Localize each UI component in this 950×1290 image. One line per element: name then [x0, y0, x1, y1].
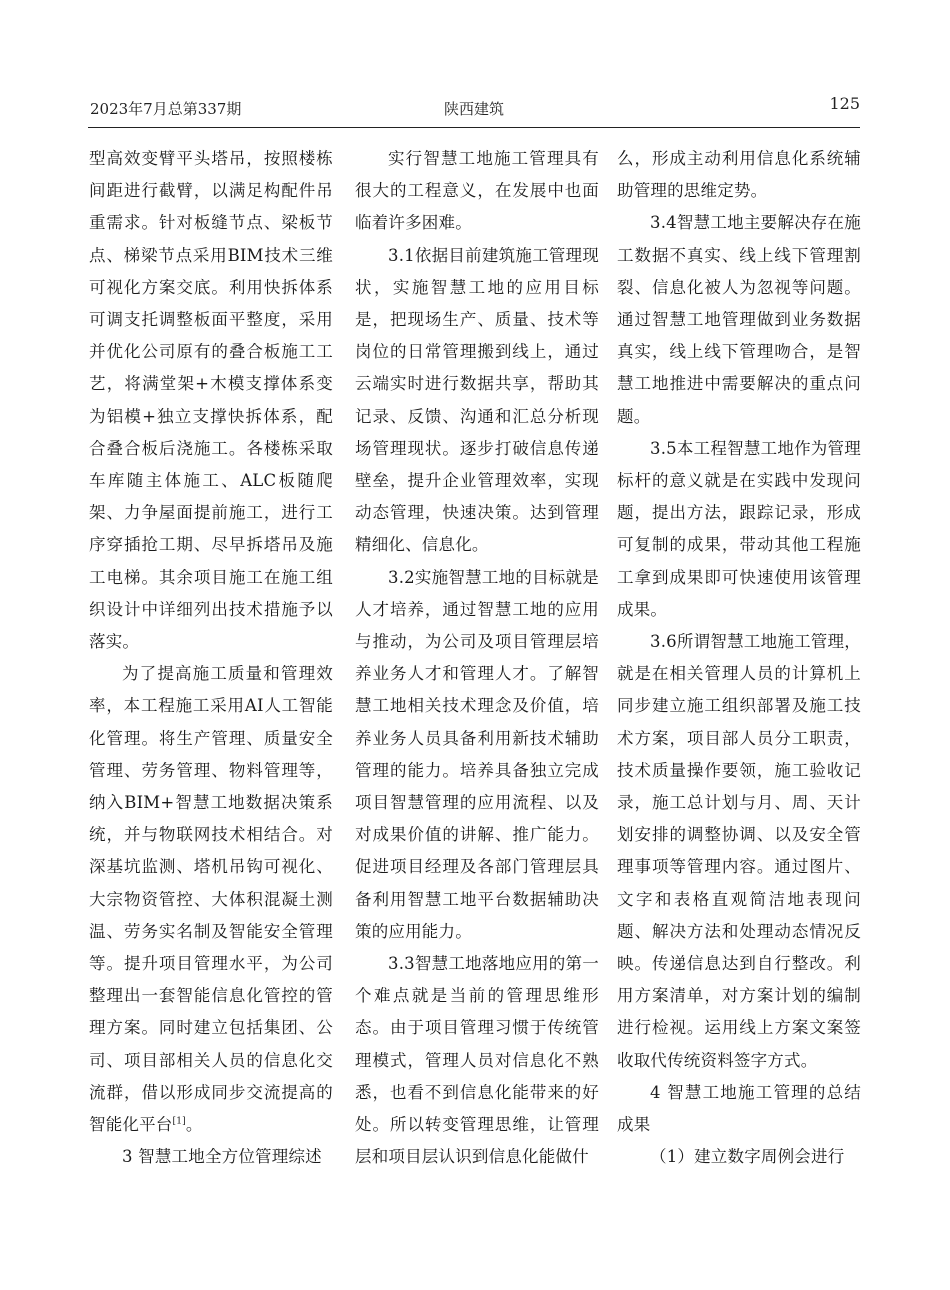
paragraph-text: 为了提高施工质量和管理效率，本工程施工采用AI人工智能化管理。将生产管理、质量安全管理、劳务管理、物料管理等，纳入BIM+智慧工地数据决策系统，并与物联网技术相结合。对深基坑监测、塔机吊钩可视化、大宗物资管控、大体积混凝土测温、劳务实名制及智能安全管理等。提升项目管理水平，为公司整理出一套智能信息化管控的管理方案。同时建立包括集团、公司、项目部相关人员的信息化交流群，借以形成同步交流提高的智能化平台 [89, 664, 333, 1135]
paragraph: （1）建立数字周例会进行 [650, 1147, 845, 1167]
header-rule [88, 127, 860, 128]
paragraph: 3.3智慧工地落地应用的第一个难点就是当前的管理思维形态。由于项目管理习惯于传统管理模式，管理人员对信息化不熟悉，也看不到信息化能带来的好处。所以转变管理思维，让管理层和项目层认识到信息化能做什 [355, 954, 599, 1167]
paragraph: 3.6所谓智慧工地施工管理，就是在相关管理人员的计算机上同步建立施工组织部署及施工技术方案，项目部人员分工职责，技术质量操作要领，施工验收记录，施工总计划与月、周、天计划安排的调整协调、以及安全管理事项等管理内容。通过图片、文字和表格直观简洁地表现问题、解决方法和处理动态情况反映。传递信息达到自行整改。利用方案清单，对方案计划的编制进行检视。运用线上方案文案签收取代传统资料签字方式。 [617, 632, 861, 1070]
paragraph: 3.4智慧工地主要解决存在施工数据不真实、线上线下管理割裂、信息化被人为忽视等问题。通过智慧工地管理做到业务数据真实，线上线下管理吻合，是智慧工地推进中需要解决的重点问题。 [617, 213, 861, 426]
paragraph: 3.1依据目前建筑施工管理现状，实施智慧工地的应用目标是，把现场生产、质量、技术等岗位的日常管理搬到线上，通过云端实时进行数据共享，帮助其记录、反馈、沟通和汇总分析现场管理现状。逐步打破信息传递壁垒，提升企业管理效率，实现动态管理，快速决策。达到管理精细化、信息化。 [355, 245, 599, 555]
text-column-1 [89, 143, 333, 1174]
running-header [88, 96, 860, 122]
page-number: 125 [829, 94, 860, 113]
issue-info: 2023年7月总第337期 [90, 100, 242, 118]
text-column-2 [355, 143, 599, 1174]
paragraph-end: 。 [185, 1115, 203, 1135]
citation-ref[interactable]: [1] [172, 1116, 186, 1127]
paragraph: 3.5本工程智慧工地作为管理标杆的意义就是在实践中发现问题，提出方法，跟踪记录，形成可复制的成果，带动其他工程施工拿到成果即可快速使用该管理成果。 [617, 438, 861, 619]
paragraph: 实行智慧工地施工管理具有很大的工程意义，在发展中也面临着许多困难。 [355, 149, 599, 233]
section-heading: 3 智慧工地全方位管理综述 [122, 1147, 322, 1167]
paragraph: 型高效变臂平头塔吊，按照楼栋间距进行截臂，以满足构配件吊重需求。针对板缝节点、梁板节点、梯梁节点采用BIM技术三维可视化方案交底。利用快拆体系可调支托调整板面平整度，采用并优化公司原有的叠合板施工工艺，将满堂架+木模支撑体系变为铝模+独立支撑快拆体系，配合叠合板后浇施工。各楼栋采取车库随主体施工、ALC板随爬架、力争屋面提前施工，进行工序穿插抢工期、尽早拆塔吊及施工电梯。其余项目施工在施工组织设计中详细列出技术措施予以落实。 [89, 149, 333, 652]
section-heading: 4 智慧工地施工管理的总结成果 [617, 1082, 861, 1135]
paragraph [89, 658, 333, 1141]
paragraph: 3.2实施智慧工地的目标就是人才培养，通过智慧工地的应用与推动，为公司及项目管理层培养业务人才和管理人才。了解智慧工地相关技术理念及价值，培养业务人员具备利用新技术辅助管理的能力。培养具备独立完成项目智慧管理的应用流程、以及对成果价值的讲解、推广能力。促进项目经理及各部门管理层具备利用智慧工地平台数据辅助决策的应用能力。 [355, 567, 599, 941]
journal-title: 陕西建筑 [443, 100, 504, 118]
paragraph: 么，形成主动利用信息化系统辅助管理的思维定势。 [617, 149, 861, 201]
text-column-3 [617, 143, 861, 1174]
